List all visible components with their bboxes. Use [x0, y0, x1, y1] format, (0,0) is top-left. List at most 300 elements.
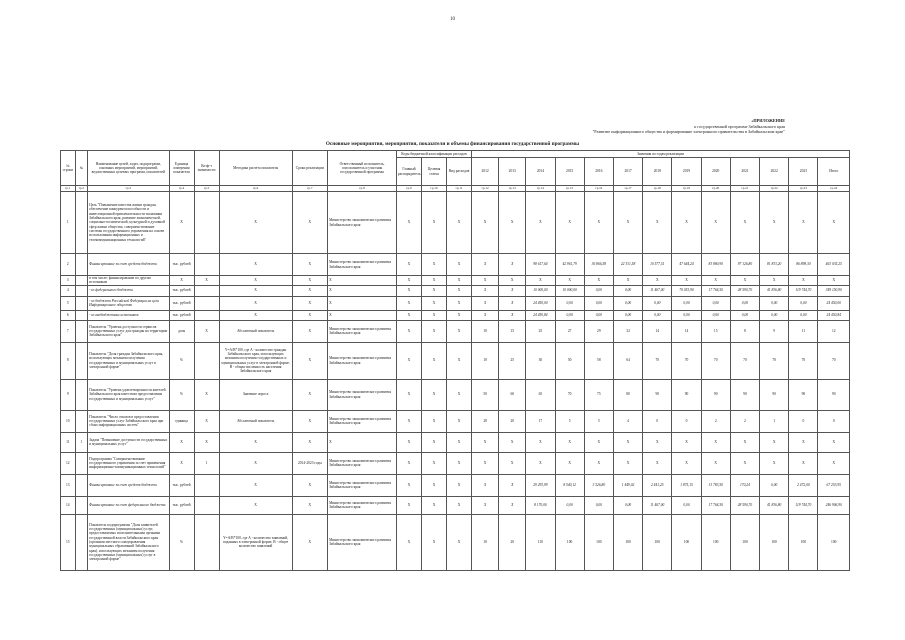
unit-cell: единица	[169, 410, 194, 432]
grbs-cell: Х	[396, 514, 421, 570]
coefficient-cell: 1	[194, 452, 219, 474]
year-value-cell: 75	[584, 379, 613, 410]
year-value-cell: Х	[760, 192, 789, 254]
year-value-cell: Х	[672, 276, 701, 286]
row-number-cell: 14	[61, 496, 76, 514]
method-cell: Значение опроса	[219, 379, 292, 410]
row-number-cell: 11	[61, 432, 76, 452]
column-number: гр.15	[555, 186, 584, 192]
method-cell: Х	[219, 474, 292, 496]
year-value-cell: 28 590,70	[730, 285, 759, 296]
year-value-cell: 30	[526, 342, 555, 379]
grbs-cell: Х	[396, 310, 421, 320]
hdr-year: Итого	[818, 158, 850, 186]
year-value-cell: Х	[499, 432, 526, 452]
year-value-cell: 86 898,30	[789, 254, 818, 276]
year-value-cell: 29	[584, 320, 613, 342]
unit-cell: Х	[169, 452, 194, 474]
coefficient-cell	[194, 496, 219, 514]
year-value-cell: Х	[526, 192, 555, 254]
table-row	[61, 276, 850, 286]
coefficient-cell: Х	[194, 432, 219, 452]
column-number: гр.5	[194, 186, 219, 192]
annex-line-2: "Развитие информационного общества и формирование электронного правительства в Забайкальском крае"	[592, 129, 785, 135]
year-value-cell: Х	[584, 192, 613, 254]
year-value-cell: 10	[472, 342, 499, 379]
year-value-cell: 2	[701, 410, 730, 432]
row-number-cell: 2	[61, 254, 76, 276]
year-value-cell: 80	[613, 379, 642, 410]
expense-type-cell: Х	[447, 432, 472, 452]
year-value-cell: 28	[472, 410, 499, 432]
responsible-cell: Министерство экономического развития Забайкальского края	[328, 379, 397, 410]
row-number-cell: 13	[61, 474, 76, 496]
method-cell: Х	[219, 432, 292, 452]
year-value-cell: Х	[672, 432, 701, 452]
term-cell: Х	[292, 192, 327, 254]
year-value-cell: 100	[760, 514, 789, 570]
year-value-cell: Х	[499, 296, 526, 310]
target-article-cell: Х	[421, 410, 446, 432]
year-value-cell: 100	[730, 514, 759, 570]
year-value-cell: 17 764,50	[701, 285, 730, 296]
column-number: гр.11	[447, 186, 472, 192]
term-cell: Х	[292, 285, 327, 296]
column-number: гр.22	[760, 186, 789, 192]
target-article-cell: Х	[421, 379, 446, 410]
year-value-cell: Х	[760, 276, 789, 286]
hdr-year: 2017	[613, 158, 642, 186]
year-value-cell: 58	[584, 342, 613, 379]
task-number-cell	[75, 285, 88, 296]
name-cell: - из внебюджетных источников	[88, 310, 169, 320]
year-value-cell: 0	[672, 410, 701, 432]
year-value-cell: 8 540,12	[555, 474, 584, 496]
year-value-cell: 70	[672, 342, 701, 379]
year-value-cell: 90	[701, 379, 730, 410]
table-row	[61, 432, 850, 452]
unit-cell: Х	[169, 192, 194, 254]
year-value-cell: 65	[526, 379, 555, 410]
term-cell: Х	[292, 514, 327, 570]
year-value-cell: 0,00	[584, 310, 613, 320]
year-value-cell: Х	[584, 276, 613, 286]
term-cell: Х	[292, 254, 327, 276]
coefficient-cell: Х	[194, 410, 219, 432]
row-number-cell: 4	[61, 285, 76, 296]
year-value-cell: 70	[643, 342, 672, 379]
year-value-cell: Х	[760, 452, 789, 474]
expense-type-cell: Х	[447, 285, 472, 296]
target-article-cell: Х	[421, 296, 446, 310]
year-value-cell: 100	[643, 514, 672, 570]
year-value-cell: 119 744,70	[789, 285, 818, 296]
year-value-cell: 10	[472, 320, 499, 342]
task-number-cell	[75, 410, 88, 432]
year-value-cell: 81 833,20	[760, 254, 789, 276]
table-row	[61, 452, 850, 474]
name-cell: - из федерального бюджета	[88, 285, 169, 296]
year-value-cell: Х	[643, 276, 672, 286]
year-value-cell: 90	[760, 379, 789, 410]
table-row	[61, 310, 850, 320]
method-cell: Х	[219, 296, 292, 310]
year-value-cell: 36 866,58	[584, 254, 613, 276]
hdr-years-group: Значения по годам реализации	[472, 151, 850, 158]
grbs-cell: Х	[396, 276, 421, 286]
year-value-cell: 0,00	[613, 296, 642, 310]
target-article-cell: Х	[421, 432, 446, 452]
method-cell: Абсолютный показатель	[219, 320, 292, 342]
unit-cell: %	[169, 514, 194, 570]
target-article-cell: Х	[421, 452, 446, 474]
unit-cell: Х	[169, 432, 194, 452]
year-value-cell: Х	[499, 474, 526, 496]
year-value-cell: 25	[499, 342, 526, 379]
name-cell: Финансирование за счет средств бюджета	[88, 474, 169, 496]
year-value-cell: 24 450,84	[526, 310, 555, 320]
year-value-cell: 0,00	[584, 296, 613, 310]
year-value-cell: 60	[499, 379, 526, 410]
year-value-cell: Х	[499, 276, 526, 286]
year-value-cell: 17	[526, 410, 555, 432]
task-number-cell	[75, 496, 88, 514]
hdr-coefficient: Коэф-т значимости	[194, 151, 219, 186]
responsible-cell: Министерство экономического развития Забайкальского края	[328, 410, 397, 432]
year-value-cell: 100	[613, 514, 642, 570]
responsible-cell: Министерство экономического развития Забайкальского края	[328, 474, 397, 496]
year-value-cell: Х	[730, 432, 759, 452]
year-value-cell: 100	[818, 514, 850, 570]
name-cell: - из бюджета Российской Федерации на цели Информационное общество	[88, 296, 169, 310]
task-number-cell	[75, 342, 88, 379]
year-value-cell: 90	[818, 379, 850, 410]
grbs-cell: Х	[396, 320, 421, 342]
grbs-cell: Х	[396, 432, 421, 452]
grbs-cell: Х	[396, 496, 421, 514]
unit-cell: тыс. рублей	[169, 310, 194, 320]
name-cell: Показатель "Уровень удовлетворенности жителей Забайкальского края качеством предоставления государственных и муниципальных услуг"	[88, 379, 169, 410]
term-cell: Х	[292, 276, 327, 286]
expense-type-cell: Х	[447, 254, 472, 276]
year-value-cell: 97 126,80	[730, 254, 759, 276]
table-row	[61, 496, 850, 514]
year-value-cell: 12	[818, 320, 850, 342]
year-value-cell: 0,00	[613, 285, 642, 296]
expense-type-cell: Х	[447, 276, 472, 286]
hdr-grbs: Главный распорядитель	[396, 158, 421, 186]
method-cell: Y=A/B*100, где A - количество заявлений, поданных в электронной форме, B - общее количество заявлений	[219, 514, 292, 570]
table-row	[61, 410, 850, 432]
name-cell: Показатель подпрограммы "Доля заявителей государственных (муниципальных) услуг, предоставляемых исполнительными органами государственной власти Забайкальского края (органами местного самоуправления муниципальных образований Забайкальского края), использующих механизм получения государственных (муниципальных) услуг в электронной форме"	[88, 514, 169, 570]
method-cell: Х	[219, 192, 292, 254]
row-number-cell: 8	[61, 342, 76, 379]
year-value-cell: 100	[672, 514, 701, 570]
year-value-cell: Х	[472, 192, 499, 254]
method-cell: Х	[219, 276, 292, 286]
year-value-cell: 0,00	[613, 496, 642, 514]
coefficient-cell: Х	[194, 379, 219, 410]
year-value-cell: 24 450,00	[526, 296, 555, 310]
year-value-cell: 64	[613, 342, 642, 379]
task-number-cell	[75, 254, 88, 276]
coefficient-cell	[194, 285, 219, 296]
year-value-cell: 41 836,80	[760, 285, 789, 296]
year-value-cell: 0,00	[789, 296, 818, 310]
column-number: гр.12	[472, 186, 499, 192]
year-value-cell: Х	[555, 192, 584, 254]
year-value-cell: 10 000,00	[555, 285, 584, 296]
year-value-cell: 0,00	[701, 310, 730, 320]
column-number: гр.21	[730, 186, 759, 192]
year-value-cell: 28 590,70	[730, 496, 759, 514]
year-value-cell: Х	[643, 432, 672, 452]
column-number: гр.24	[818, 186, 850, 192]
method-cell: Абсолютный показатель	[219, 410, 292, 432]
year-value-cell: Х	[818, 276, 850, 286]
grbs-cell: Х	[396, 474, 421, 496]
row-number-cell: 1	[61, 192, 76, 254]
column-number: гр.17	[613, 186, 642, 192]
term-cell: Х	[292, 296, 327, 310]
task-number-cell	[75, 310, 88, 320]
column-number: гр.1	[61, 186, 76, 192]
column-number: гр.6	[219, 186, 292, 192]
task-number-cell	[75, 474, 88, 496]
row-number-cell: 12	[61, 452, 76, 474]
name-cell: Цель "Повышение качества жизни граждан, обеспечение конкурентоспособности и инвестиционной привлекательности экономики Забайкальского края, развитие экономической, социально-политической, культурной и духовной сфер жизни общества, совершенствование системы государственного управления на основе использования информационных и телекоммуникационных технологий"	[88, 192, 169, 254]
year-value-cell: Х	[818, 192, 850, 254]
target-article-cell: Х	[421, 285, 446, 296]
term-cell: Х	[292, 496, 327, 514]
year-value-cell: Х	[472, 254, 499, 276]
year-value-cell: 0,00	[555, 296, 584, 310]
coefficient-cell	[194, 474, 219, 496]
year-value-cell: 11	[789, 320, 818, 342]
year-value-cell: 1 449,02	[613, 474, 642, 496]
hdr-year: 2014	[526, 158, 555, 186]
year-value-cell: Х	[526, 432, 555, 452]
unit-cell: тыс. рублей	[169, 474, 194, 496]
task-number-cell	[75, 192, 88, 254]
year-value-cell: Х	[499, 254, 526, 276]
year-value-cell: Х	[613, 276, 642, 286]
table-row	[61, 342, 850, 379]
year-value-cell: Х	[555, 276, 584, 286]
column-number: гр.2	[75, 186, 88, 192]
target-article-cell: Х	[421, 192, 446, 254]
unit-cell: тыс. рублей	[169, 496, 194, 514]
year-value-cell: 50	[472, 379, 499, 410]
expense-type-cell: Х	[447, 514, 472, 570]
year-value-cell: 0	[643, 410, 672, 432]
year-value-cell: 0,00	[760, 474, 789, 496]
coefficient-cell	[194, 254, 219, 276]
name-cell: Финансирование за счет федерального бюджета	[88, 496, 169, 514]
grbs-cell: Х	[396, 285, 421, 296]
year-value-cell: Х	[472, 432, 499, 452]
coefficient-cell	[194, 310, 219, 320]
year-value-cell: 15	[499, 320, 526, 342]
year-value-cell: 0,00	[701, 296, 730, 310]
year-value-cell: 119 744,70	[789, 496, 818, 514]
responsible-cell: Х	[328, 276, 397, 286]
year-value-cell: 42 961,79	[555, 254, 584, 276]
column-number: гр.7	[292, 186, 327, 192]
year-value-cell: 5	[584, 410, 613, 432]
year-value-cell: 32	[613, 320, 642, 342]
year-value-cell: Х	[789, 432, 818, 452]
task-number-cell	[75, 320, 88, 342]
year-value-cell: 0,00	[760, 310, 789, 320]
year-value-cell: Х	[760, 432, 789, 452]
year-value-cell: Х	[818, 452, 850, 474]
year-value-cell: 0,00	[643, 296, 672, 310]
column-number: гр.18	[643, 186, 672, 192]
year-value-cell: 0,00	[555, 310, 584, 320]
year-value-cell: 24 450,00	[818, 296, 850, 310]
row-number-cell: 15	[61, 514, 76, 570]
annex-heading: «ПРИЛОЖЕНИЕ	[751, 118, 785, 123]
year-value-cell: 110	[526, 514, 555, 570]
year-value-cell: 10 577,51	[643, 254, 672, 276]
year-value-cell: Х	[789, 192, 818, 254]
year-value-cell: 0,00	[643, 310, 672, 320]
target-article-cell: Х	[421, 342, 446, 379]
year-value-cell: Х	[613, 452, 642, 474]
year-value-cell: Х	[472, 496, 499, 514]
table-row	[61, 379, 850, 410]
coefficient-cell	[194, 296, 219, 310]
responsible-cell: Министерство экономического развития Забайкальского края	[328, 192, 397, 254]
year-value-cell: Х	[613, 192, 642, 254]
year-value-cell: Х	[499, 192, 526, 254]
year-value-cell: 0,00	[672, 296, 701, 310]
year-value-cell: 0,00	[555, 496, 584, 514]
year-value-cell: 70	[730, 342, 759, 379]
year-value-cell: Х	[643, 452, 672, 474]
column-number: гр.3	[88, 186, 169, 192]
year-value-cell: 70	[701, 342, 730, 379]
hdr-year: 2016	[584, 158, 613, 186]
year-value-cell: Х	[499, 452, 526, 474]
unit-cell: тыс. рублей	[169, 285, 194, 296]
responsible-cell: Х	[328, 285, 397, 296]
year-value-cell: Х	[701, 192, 730, 254]
table-row	[61, 296, 850, 310]
row-number-cell: 7	[61, 320, 76, 342]
responsible-cell: Министерство экономического развития Забайкальского края	[328, 254, 397, 276]
grbs-cell: Х	[396, 452, 421, 474]
year-value-cell: 90	[789, 379, 818, 410]
method-cell: Х	[219, 452, 292, 474]
coefficient-cell	[194, 514, 219, 570]
annex-block	[495, 118, 785, 135]
responsible-cell: Министерство экономического развития Забайкальского края	[328, 342, 397, 379]
term-cell: Х	[292, 474, 327, 496]
year-value-cell: 463 035,25	[818, 254, 850, 276]
term-cell: Х	[292, 432, 327, 452]
column-number: гр.19	[672, 186, 701, 192]
task-number-cell	[75, 379, 88, 410]
unit-cell: Х	[169, 276, 194, 286]
year-value-cell: 50	[555, 342, 584, 379]
hdr-responsible: Ответственный исполнитель, соисполнитель и участник государственной программы	[328, 151, 397, 186]
hdr-budget-codes: Коды бюджетной классификации расходов	[396, 151, 471, 158]
name-cell: Задача "Повышение доступности государственных и муниципальных услуг"	[88, 432, 169, 452]
page-number: 10	[450, 17, 455, 22]
year-value-cell: 246 906,90	[818, 496, 850, 514]
method-cell: Х	[219, 285, 292, 296]
grbs-cell: Х	[396, 192, 421, 254]
year-value-cell: 100	[789, 514, 818, 570]
year-value-cell: Х	[472, 276, 499, 286]
year-value-cell: Х	[584, 452, 613, 474]
hdr-year: 2023	[789, 158, 818, 186]
target-article-cell: Х	[421, 474, 446, 496]
year-value-cell: 90	[672, 379, 701, 410]
name-cell: Показатель "Доля граждан Забайкальского края, использующих механизм получения государственных и муниципальных услуг в электронной форме"	[88, 342, 169, 379]
table-row	[61, 320, 850, 342]
year-value-cell: Х	[472, 310, 499, 320]
year-value-cell: 10 000,00	[526, 285, 555, 296]
table-row	[61, 474, 850, 496]
task-number-cell	[75, 452, 88, 474]
expense-type-cell: Х	[447, 320, 472, 342]
year-value-cell: 70 053,90	[672, 285, 701, 296]
term-cell: Х	[292, 310, 327, 320]
year-value-cell: Х	[643, 192, 672, 254]
unit-cell: тыс. рублей	[169, 296, 194, 310]
expense-type-cell: Х	[447, 310, 472, 320]
year-value-cell: 25	[526, 320, 555, 342]
term-cell: Х	[292, 320, 327, 342]
year-value-cell: 2	[730, 410, 759, 432]
year-value-cell: 70	[555, 379, 584, 410]
target-article-cell: Х	[421, 276, 446, 286]
responsible-cell: Х	[328, 296, 397, 310]
hdr-unit: Единица измерения показателя	[169, 151, 194, 186]
coefficient-cell: Х	[194, 320, 219, 342]
expense-type-cell: Х	[447, 379, 472, 410]
year-value-cell: Х	[499, 285, 526, 296]
year-value-cell: 70	[760, 342, 789, 379]
year-value-cell: 20	[499, 514, 526, 570]
column-number: гр.4	[169, 186, 194, 192]
year-value-cell: 15	[701, 320, 730, 342]
task-number-cell	[75, 514, 88, 570]
table-row	[61, 192, 850, 254]
responsible-cell: Министерство экономического развития Забайкальского края	[328, 320, 397, 342]
year-value-cell: 349 150,90	[818, 285, 850, 296]
year-value-cell: 13 783,50	[701, 474, 730, 496]
year-value-cell: Х	[499, 496, 526, 514]
column-number: гр.14	[526, 186, 555, 192]
year-value-cell: 9	[760, 320, 789, 342]
name-cell: в том числе: финансирование по другим источникам	[88, 276, 169, 286]
year-value-cell: 8 170,00	[526, 496, 555, 514]
expense-type-cell: Х	[447, 342, 472, 379]
year-value-cell: 83 880,90	[701, 254, 730, 276]
year-value-cell: 47 644,24	[672, 254, 701, 276]
term-cell: Х	[292, 410, 327, 432]
grbs-cell: Х	[396, 342, 421, 379]
year-value-cell: Х	[701, 432, 730, 452]
column-number: гр.10	[421, 186, 446, 192]
year-value-cell: 0,00	[584, 496, 613, 514]
unit-cell: доля	[169, 320, 194, 342]
year-value-cell: 5	[555, 410, 584, 432]
